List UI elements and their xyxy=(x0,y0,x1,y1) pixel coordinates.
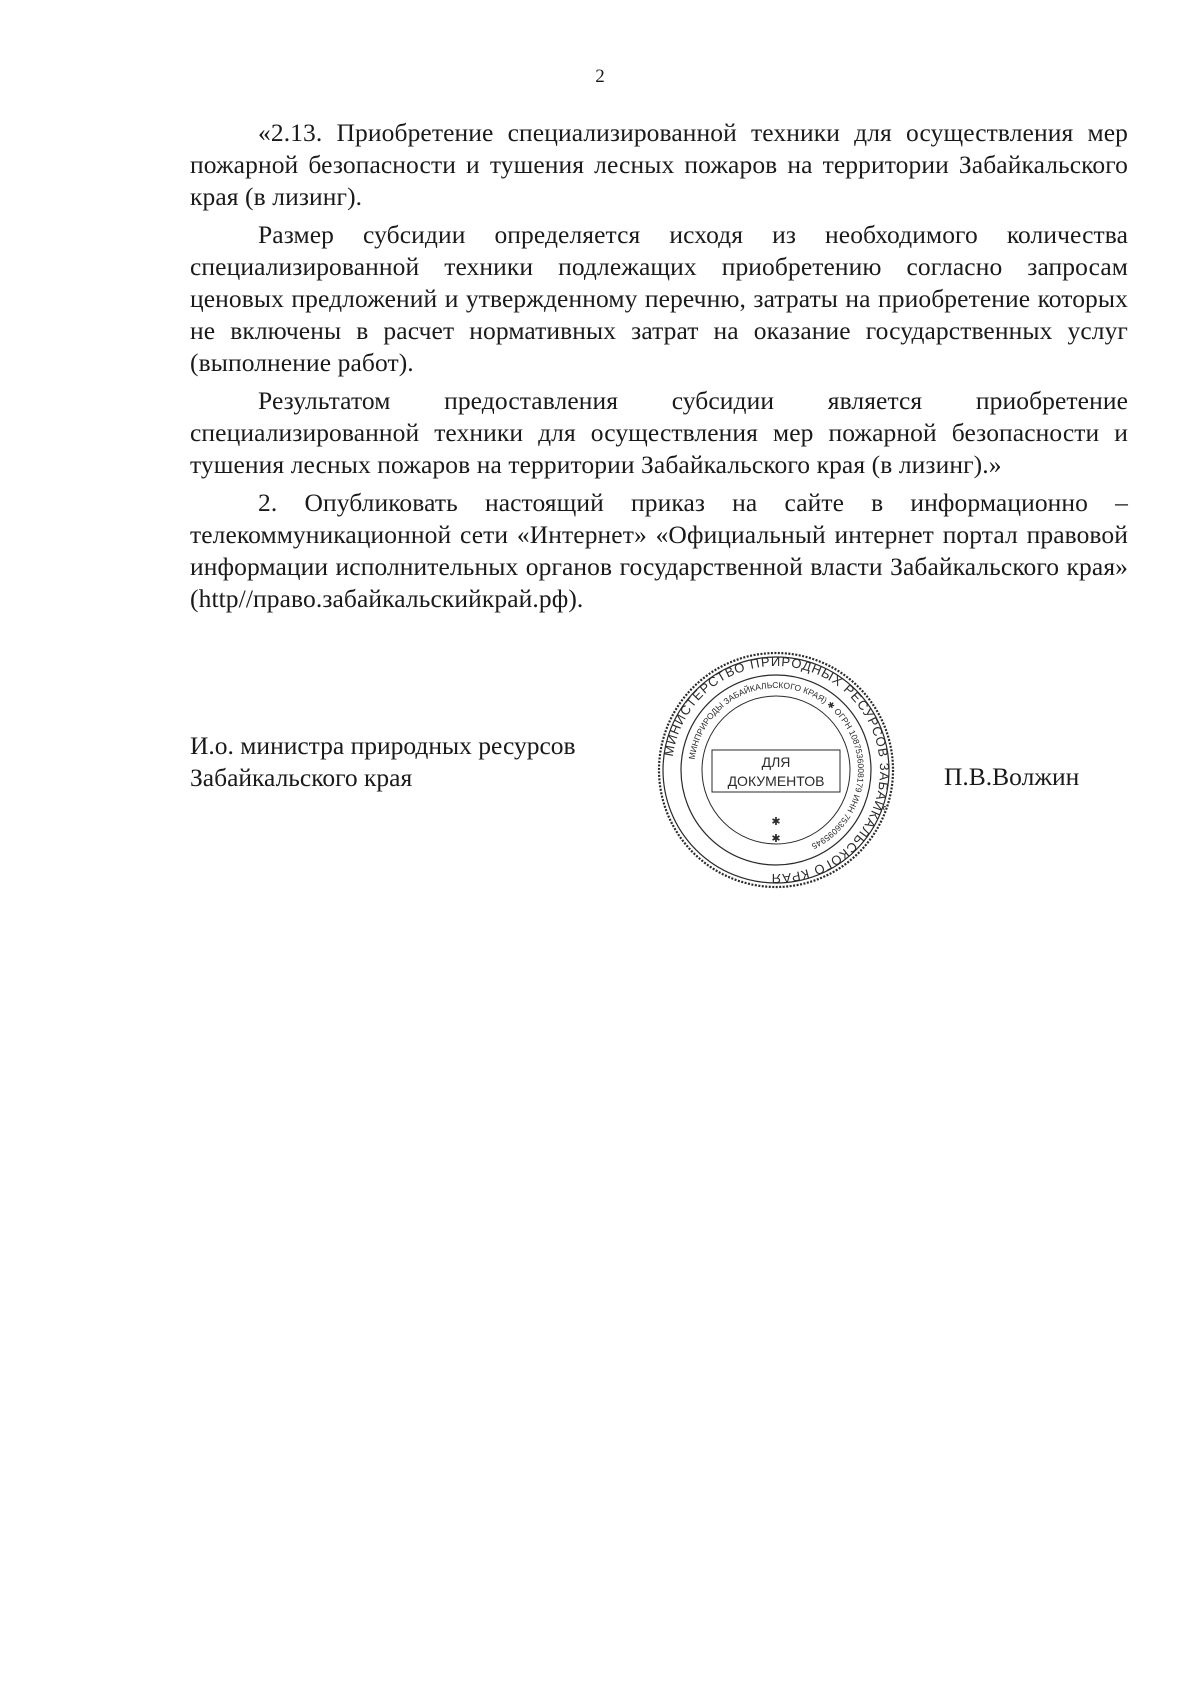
paragraph-subsidy-size: Размер субсидии определяется исходя из необходимого количества специализированной техники подлежащих приобретению согласно запросам ценовых предложений и утвержденному перечню, затраты на приобретение которых не включены в расчет нормативных затрат на оказание государственных услуг (выполнение работ). xyxy=(190,220,1128,377)
stamp-inner-ring-text: МИНПРИРОДЫ ЗАБАЙКАЛЬСКОГО КРАЯ) ✱ ОГРН 1087536008179 ИНН 7536095945 xyxy=(686,679,867,852)
page-number: 2 xyxy=(595,66,605,87)
official-stamp xyxy=(656,650,896,890)
stamp-center-line-1: ДЛЯ xyxy=(761,754,791,770)
paragraph-subsidy-result: Результатом предоставления субсидии является приобретение специализированной техники для осуществления мер пожарной безопасности и тушения лесных пожаров на территории Забайкальского края (в лизинг).» xyxy=(190,386,1128,479)
stamp-star-top: ✱ xyxy=(771,816,781,828)
stamp-outer-ring-text: МИНИСТЕРСТВО ПРИРОДНЫХ РЕСУРСОВ ЗАБАЙКАЛЬСКОГО КРАЯ xyxy=(660,653,893,887)
document-body xyxy=(190,117,1128,615)
paragraph-publish-order: 2. Опубликовать настоящий приказ на сайте в информационно – телекоммуникационной сети «Интернет» «Официальный интернет портал правовой информации исполнительных органов государственной власти Забайкальского края» (http//право.забайкальскийкрай.рф). xyxy=(190,488,1128,613)
signatory-name: П.В.Волжин xyxy=(944,762,1080,791)
stamp-seal-icon xyxy=(656,650,896,890)
stamp-center-line-2: ДОКУМЕНТОВ xyxy=(727,773,825,789)
signatory-position: И.о. министра природных ресурсов Забайкальского края xyxy=(190,731,576,792)
paragraph-2-13: «2.13. Приобретение специализированной техники для осуществления мер пожарной безопасности и тушения лесных пожаров на территории Забайкальского края (в лизинг). xyxy=(190,118,1128,211)
stamp-star-bottom: ✱ xyxy=(771,833,781,845)
